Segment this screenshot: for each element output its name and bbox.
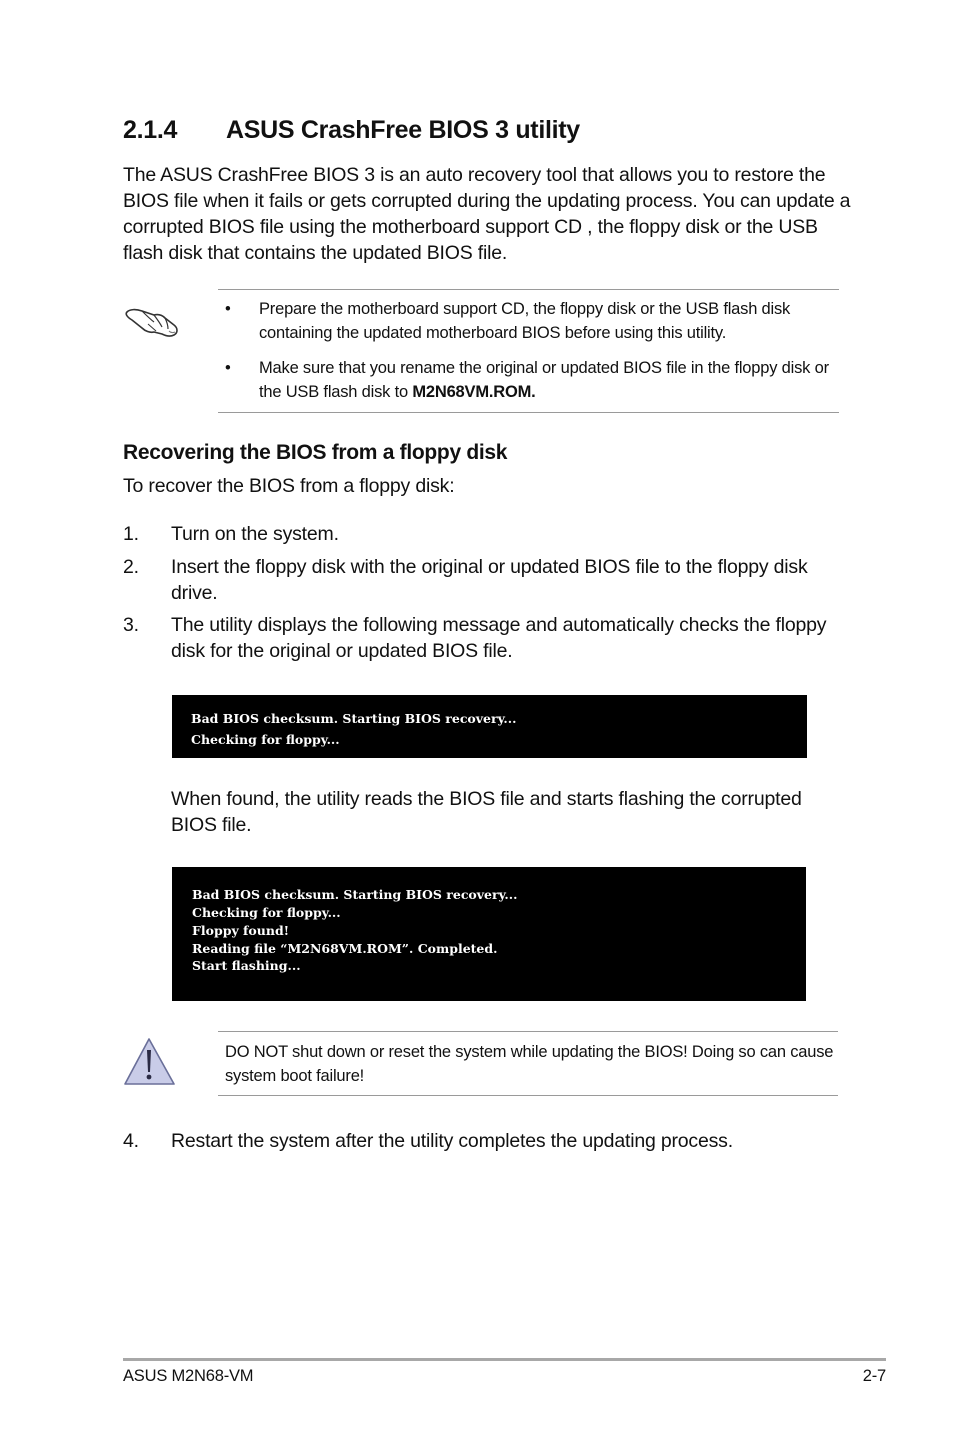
step-text: Insert the floppy disk with the original or updated BIOS file to the floppy disk drive. (171, 556, 808, 604)
note-text (259, 357, 839, 404)
step-number: 2. (123, 556, 139, 578)
console-line: Reading file “M2N68VM.ROM”. Completed. (192, 941, 498, 956)
console-line: Floppy found! (192, 923, 290, 938)
bios-filename: M2N68VM.ROM (412, 382, 532, 401)
step-number: 4. (123, 1130, 139, 1152)
footer-rule (123, 1358, 886, 1361)
found-paragraph: When found, the utility reads the BIOS file and starts flashing the corrupted BIOS file. (171, 788, 802, 836)
intro-paragraph: The ASUS CrashFree BIOS 3 is an auto recovery tool that allows you to restore the BIOS file when it fails or gets corrupted during the updating process. You can update a corrupted BIOS file using the motherboard support CD , the floppy disk or the USB flash disk that contains the updated BIOS file. (123, 164, 851, 264)
bullet: • (225, 300, 231, 318)
console-line: Bad BIOS checksum. Starting BIOS recovery... (192, 887, 518, 902)
step-text: Turn on the system. (171, 523, 339, 545)
footer-model: ASUS M2N68-VM (123, 1367, 254, 1385)
bullet: • (225, 359, 231, 377)
warning-triangle-icon (123, 1036, 177, 1088)
console-line: Checking for floppy... (192, 905, 341, 920)
section-number: 2.1.4 (123, 116, 178, 144)
console-line: Start flashing... (192, 958, 301, 973)
subsection-title: Recovering the BIOS from a floppy disk (123, 441, 508, 464)
note-box (218, 289, 839, 413)
console-line: Bad BIOS checksum. Starting BIOS recovery... (191, 711, 517, 726)
console-output-1 (172, 695, 807, 758)
hand-note-icon (124, 298, 180, 340)
note-text-body: Make sure that you rename the original or updated BIOS file in the floppy disk or the USB flash disk to (259, 359, 829, 401)
step-number: 1. (123, 523, 139, 545)
section-title: ASUS CrashFree BIOS 3 utility (226, 116, 580, 144)
console-line: Checking for floppy... (191, 732, 340, 747)
console-output-2 (172, 867, 806, 1001)
warning-text: DO NOT shut down or reset the system while updating the BIOS! Doing so can cause system boot failure! (225, 1043, 834, 1085)
warning-box (218, 1031, 838, 1096)
page-number: 2-7 (862, 1367, 886, 1385)
step-number: 3. (123, 614, 139, 636)
subsection-intro: To recover the BIOS from a floppy disk: (123, 475, 455, 497)
note-text-end: . (531, 382, 536, 401)
note-text: Prepare the motherboard support CD, the floppy disk or the USB flash disk containing the updated motherboard BIOS before using this utility. (259, 300, 791, 342)
step-text: The utility displays the following message and automatically checks the floppy disk for the original or updated BIOS file. (171, 614, 827, 662)
step-text: Restart the system after the utility completes the updating process. (171, 1130, 733, 1152)
